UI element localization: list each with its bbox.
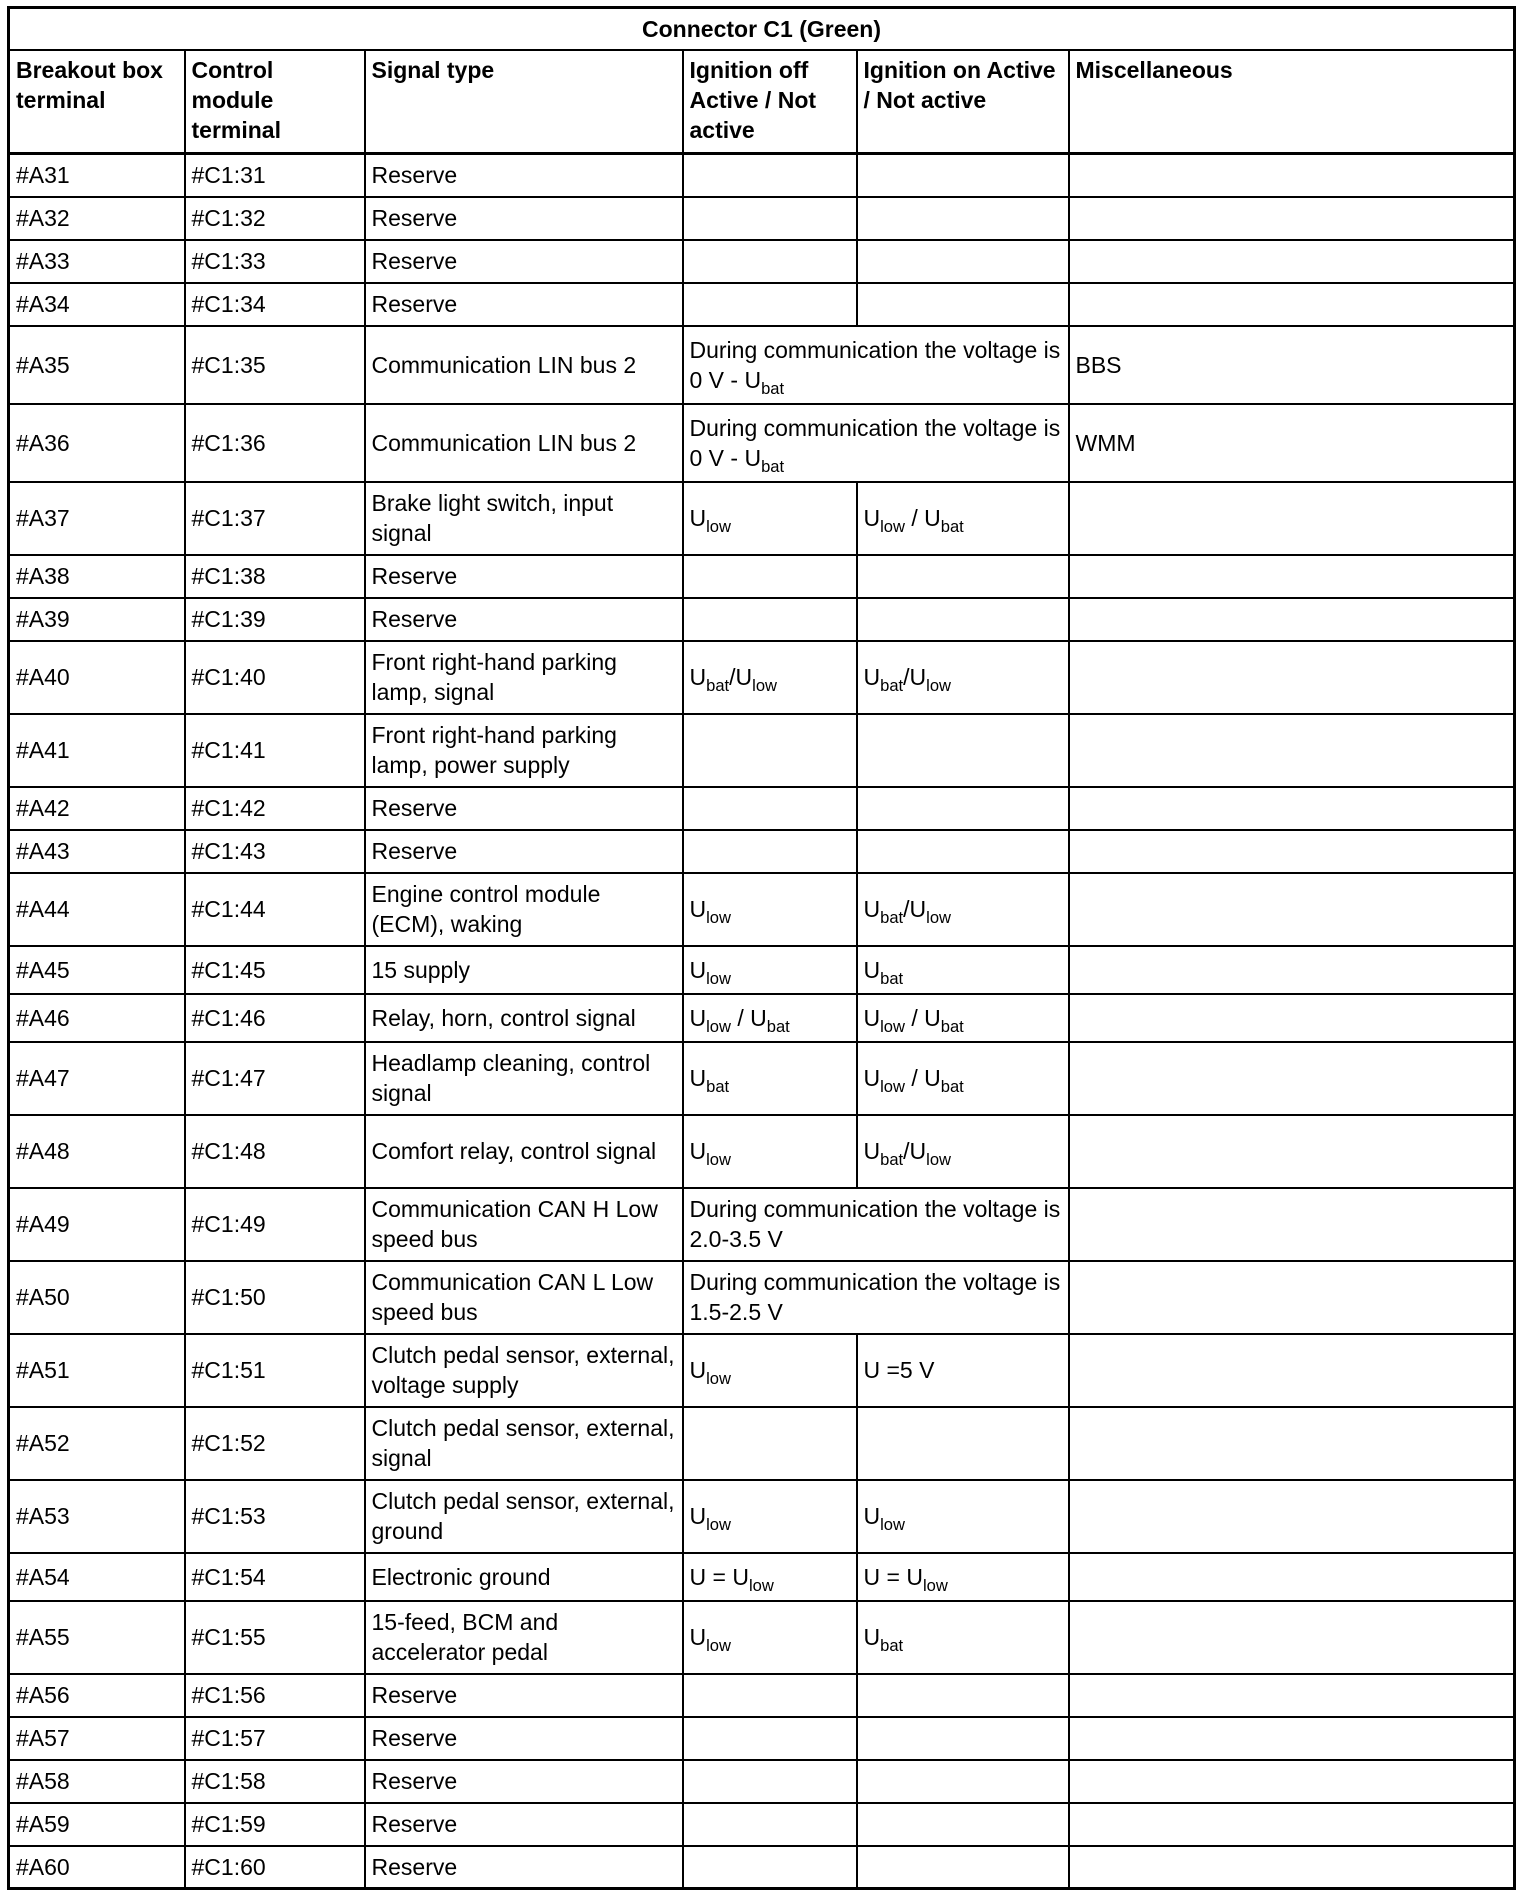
ignition-on-cell: $U_{low} / U_{bat}$ bbox=[857, 482, 1069, 555]
miscellaneous-cell bbox=[1069, 714, 1515, 787]
breakout-terminal-cell: #A47 bbox=[9, 1042, 185, 1115]
ignition-off-cell bbox=[683, 787, 857, 830]
module-terminal-cell: #C1:35 bbox=[185, 326, 365, 404]
ignition-off-cell bbox=[683, 1674, 857, 1717]
ignition-off-cell bbox=[683, 240, 857, 283]
miscellaneous-cell bbox=[1069, 1407, 1515, 1480]
module-terminal-cell: #C1:54 bbox=[185, 1553, 365, 1601]
ignition-on-cell: $U = U_{low}$ bbox=[857, 1553, 1069, 1601]
miscellaneous-cell bbox=[1069, 641, 1515, 714]
table-row bbox=[9, 994, 1515, 1042]
table-body bbox=[9, 154, 1515, 1889]
signal-type-cell: Reserve bbox=[365, 1717, 683, 1760]
module-terminal-cell: #C1:39 bbox=[185, 598, 365, 641]
miscellaneous-cell bbox=[1069, 283, 1515, 326]
signal-type-cell: Electronic ground bbox=[365, 1553, 683, 1601]
module-terminal-cell: #C1:43 bbox=[185, 830, 365, 873]
breakout-terminal-cell: #A37 bbox=[9, 482, 185, 555]
module-terminal-cell: #C1:34 bbox=[185, 283, 365, 326]
signal-type-cell: Reserve bbox=[365, 1803, 683, 1846]
miscellaneous-cell bbox=[1069, 1674, 1515, 1717]
breakout-terminal-cell: #A52 bbox=[9, 1407, 185, 1480]
ignition-off-cell bbox=[683, 1846, 857, 1889]
module-terminal-cell: #C1:47 bbox=[185, 1042, 365, 1115]
ignition-off-cell bbox=[683, 830, 857, 873]
signal-type-cell: Communication CAN H Low speed bus bbox=[365, 1188, 683, 1261]
ignition-merged-cell: During communication the voltage is 0 V - $U_{bat}$ bbox=[683, 404, 1069, 482]
miscellaneous-cell bbox=[1069, 946, 1515, 994]
module-terminal-cell: #C1:36 bbox=[185, 404, 365, 482]
breakout-terminal-cell: #A48 bbox=[9, 1115, 185, 1188]
module-terminal-cell: #C1:58 bbox=[185, 1760, 365, 1803]
breakout-terminal-cell: #A60 bbox=[9, 1846, 185, 1889]
miscellaneous-cell: BBS bbox=[1069, 326, 1515, 404]
miscellaneous-cell bbox=[1069, 1601, 1515, 1674]
ignition-on-cell bbox=[857, 154, 1069, 197]
breakout-terminal-cell: #A36 bbox=[9, 404, 185, 482]
miscellaneous-cell bbox=[1069, 1846, 1515, 1889]
breakout-terminal-cell: #A44 bbox=[9, 873, 185, 946]
signal-type-cell: Clutch pedal sensor, external, ground bbox=[365, 1480, 683, 1553]
signal-type-cell: Brake light switch, input signal bbox=[365, 482, 683, 555]
miscellaneous-cell bbox=[1069, 1717, 1515, 1760]
breakout-terminal-cell: #A32 bbox=[9, 197, 185, 240]
module-terminal-cell: #C1:49 bbox=[185, 1188, 365, 1261]
breakout-terminal-cell: #A57 bbox=[9, 1717, 185, 1760]
breakout-terminal-cell: #A34 bbox=[9, 283, 185, 326]
ignition-merged-cell: During communication the voltage is 2.0-3.5 V bbox=[683, 1188, 1069, 1261]
header-breakout-box-terminal: Breakout box terminal bbox=[9, 50, 185, 154]
ignition-on-cell: $U_{bat}$ bbox=[857, 946, 1069, 994]
module-terminal-cell: #C1:48 bbox=[185, 1115, 365, 1188]
table-row bbox=[9, 555, 1515, 598]
table-row bbox=[9, 787, 1515, 830]
ignition-on-cell bbox=[857, 598, 1069, 641]
signal-type-cell: Reserve bbox=[365, 787, 683, 830]
signal-type-cell: Reserve bbox=[365, 555, 683, 598]
breakout-terminal-cell: #A54 bbox=[9, 1553, 185, 1601]
miscellaneous-cell bbox=[1069, 1553, 1515, 1601]
table-row bbox=[9, 482, 1515, 555]
table-row bbox=[9, 1407, 1515, 1480]
table-row bbox=[9, 197, 1515, 240]
table-row bbox=[9, 1674, 1515, 1717]
ignition-off-cell: $U_{low}$ bbox=[683, 1115, 857, 1188]
ignition-off-cell: $U_{low}$ bbox=[683, 482, 857, 555]
ignition-off-cell bbox=[683, 1803, 857, 1846]
header-ignition-on: Ignition on Active / Not active bbox=[857, 50, 1069, 154]
module-terminal-cell: #C1:57 bbox=[185, 1717, 365, 1760]
ignition-off-cell: $U_{low}$ bbox=[683, 1601, 857, 1674]
signal-type-cell: 15-feed, BCM and accelerator pedal bbox=[365, 1601, 683, 1674]
signal-type-cell: Front right-hand parking lamp, signal bbox=[365, 641, 683, 714]
ignition-on-cell: $U_{bat}/U_{low}$ bbox=[857, 641, 1069, 714]
header-ignition-off: Ignition off Active / Not active bbox=[683, 50, 857, 154]
table-row bbox=[9, 1188, 1515, 1261]
ignition-off-cell: $U_{low}$ bbox=[683, 1334, 857, 1407]
breakout-terminal-cell: #A40 bbox=[9, 641, 185, 714]
breakout-terminal-cell: #A31 bbox=[9, 154, 185, 197]
miscellaneous-cell bbox=[1069, 994, 1515, 1042]
table-row bbox=[9, 641, 1515, 714]
ignition-on-cell: $U_{low} / U_{bat}$ bbox=[857, 994, 1069, 1042]
table-row bbox=[9, 404, 1515, 482]
breakout-terminal-cell: #A42 bbox=[9, 787, 185, 830]
signal-type-cell: Front right-hand parking lamp, power supply bbox=[365, 714, 683, 787]
table-row bbox=[9, 1601, 1515, 1674]
signal-type-cell: Communication LIN bus 2 bbox=[365, 326, 683, 404]
breakout-terminal-cell: #A41 bbox=[9, 714, 185, 787]
miscellaneous-cell bbox=[1069, 1334, 1515, 1407]
ignition-on-cell bbox=[857, 1717, 1069, 1760]
ignition-on-cell bbox=[857, 1760, 1069, 1803]
ignition-off-cell bbox=[683, 197, 857, 240]
breakout-terminal-cell: #A33 bbox=[9, 240, 185, 283]
signal-type-cell: Reserve bbox=[365, 197, 683, 240]
miscellaneous-cell bbox=[1069, 787, 1515, 830]
miscellaneous-cell: WMM bbox=[1069, 404, 1515, 482]
breakout-terminal-cell: #A58 bbox=[9, 1760, 185, 1803]
ignition-on-cell bbox=[857, 1407, 1069, 1480]
ignition-on-cell: $U_{low} / U_{bat}$ bbox=[857, 1042, 1069, 1115]
ignition-off-cell bbox=[683, 283, 857, 326]
table-row bbox=[9, 1846, 1515, 1889]
module-terminal-cell: #C1:51 bbox=[185, 1334, 365, 1407]
module-terminal-cell: #C1:37 bbox=[185, 482, 365, 555]
miscellaneous-cell bbox=[1069, 1042, 1515, 1115]
ignition-on-cell: $U_{bat}$ bbox=[857, 1601, 1069, 1674]
miscellaneous-cell bbox=[1069, 240, 1515, 283]
table-row bbox=[9, 946, 1515, 994]
ignition-off-cell bbox=[683, 1717, 857, 1760]
miscellaneous-cell bbox=[1069, 482, 1515, 555]
table-row bbox=[9, 326, 1515, 404]
header-control-module-terminal: Control module terminal bbox=[185, 50, 365, 154]
ignition-off-cell bbox=[683, 154, 857, 197]
miscellaneous-cell bbox=[1069, 873, 1515, 946]
signal-type-cell: Reserve bbox=[365, 830, 683, 873]
breakout-terminal-cell: #A59 bbox=[9, 1803, 185, 1846]
ignition-off-cell bbox=[683, 714, 857, 787]
module-terminal-cell: #C1:33 bbox=[185, 240, 365, 283]
signal-type-cell: 15 supply bbox=[365, 946, 683, 994]
signal-type-cell: Relay, horn, control signal bbox=[365, 994, 683, 1042]
signal-type-cell: Reserve bbox=[365, 283, 683, 326]
ignition-off-cell: $U = U_{low}$ bbox=[683, 1553, 857, 1601]
miscellaneous-cell bbox=[1069, 1480, 1515, 1553]
miscellaneous-cell bbox=[1069, 830, 1515, 873]
table-row bbox=[9, 1760, 1515, 1803]
ignition-off-cell: $U_{low}$ bbox=[683, 946, 857, 994]
signal-type-cell: Reserve bbox=[365, 240, 683, 283]
miscellaneous-cell bbox=[1069, 1803, 1515, 1846]
breakout-terminal-cell: #A50 bbox=[9, 1261, 185, 1334]
ignition-on-cell bbox=[857, 283, 1069, 326]
ignition-on-cell bbox=[857, 1674, 1069, 1717]
module-terminal-cell: #C1:42 bbox=[185, 787, 365, 830]
module-terminal-cell: #C1:41 bbox=[185, 714, 365, 787]
module-terminal-cell: #C1:55 bbox=[185, 1601, 365, 1674]
breakout-terminal-cell: #A56 bbox=[9, 1674, 185, 1717]
ignition-off-cell bbox=[683, 598, 857, 641]
table-row bbox=[9, 240, 1515, 283]
breakout-terminal-cell: #A49 bbox=[9, 1188, 185, 1261]
signal-type-cell: Reserve bbox=[365, 154, 683, 197]
miscellaneous-cell bbox=[1069, 197, 1515, 240]
signal-type-cell: Engine control module (ECM), waking bbox=[365, 873, 683, 946]
breakout-terminal-cell: #A46 bbox=[9, 994, 185, 1042]
signal-type-cell: Communication CAN L Low speed bus bbox=[365, 1261, 683, 1334]
module-terminal-cell: #C1:31 bbox=[185, 154, 365, 197]
ignition-merged-cell: During communication the voltage is 1.5-2.5 V bbox=[683, 1261, 1069, 1334]
breakout-terminal-cell: #A35 bbox=[9, 326, 185, 404]
ignition-on-cell bbox=[857, 1803, 1069, 1846]
table-row bbox=[9, 283, 1515, 326]
table-row bbox=[9, 1261, 1515, 1334]
module-terminal-cell: #C1:46 bbox=[185, 994, 365, 1042]
module-terminal-cell: #C1:56 bbox=[185, 1674, 365, 1717]
ignition-on-cell bbox=[857, 197, 1069, 240]
module-terminal-cell: #C1:38 bbox=[185, 555, 365, 598]
module-terminal-cell: #C1:59 bbox=[185, 1803, 365, 1846]
miscellaneous-cell bbox=[1069, 154, 1515, 197]
connector-table bbox=[7, 6, 1516, 1890]
breakout-terminal-cell: #A53 bbox=[9, 1480, 185, 1553]
ignition-on-cell bbox=[857, 830, 1069, 873]
ignition-off-cell bbox=[683, 1760, 857, 1803]
ignition-off-cell bbox=[683, 555, 857, 598]
breakout-terminal-cell: #A43 bbox=[9, 830, 185, 873]
signal-type-cell: Clutch pedal sensor, external, signal bbox=[365, 1407, 683, 1480]
ignition-on-cell: $U_{bat}/U_{low}$ bbox=[857, 873, 1069, 946]
ignition-on-cell bbox=[857, 240, 1069, 283]
table-row bbox=[9, 1115, 1515, 1188]
signal-type-cell: Reserve bbox=[365, 1760, 683, 1803]
module-terminal-cell: #C1:53 bbox=[185, 1480, 365, 1553]
signal-type-cell: Headlamp cleaning, control signal bbox=[365, 1042, 683, 1115]
signal-type-cell: Clutch pedal sensor, external, voltage supply bbox=[365, 1334, 683, 1407]
breakout-terminal-cell: #A51 bbox=[9, 1334, 185, 1407]
table-row bbox=[9, 714, 1515, 787]
ignition-off-cell: $U_{low}$ bbox=[683, 1480, 857, 1553]
ignition-on-cell bbox=[857, 787, 1069, 830]
table-row bbox=[9, 1480, 1515, 1553]
ignition-merged-cell: During communication the voltage is 0 V - $U_{bat}$ bbox=[683, 326, 1069, 404]
module-terminal-cell: #C1:50 bbox=[185, 1261, 365, 1334]
table-row bbox=[9, 1334, 1515, 1407]
module-terminal-cell: #C1:45 bbox=[185, 946, 365, 994]
miscellaneous-cell bbox=[1069, 1261, 1515, 1334]
module-terminal-cell: #C1:60 bbox=[185, 1846, 365, 1889]
table-row bbox=[9, 1553, 1515, 1601]
miscellaneous-cell bbox=[1069, 1760, 1515, 1803]
ignition-off-cell: $U_{bat}$ bbox=[683, 1042, 857, 1115]
ignition-off-cell: $U_{bat}/U_{low}$ bbox=[683, 641, 857, 714]
ignition-off-cell: $U_{low}$ bbox=[683, 873, 857, 946]
module-terminal-cell: #C1:32 bbox=[185, 197, 365, 240]
miscellaneous-cell bbox=[1069, 1115, 1515, 1188]
ignition-on-cell: $U_{low}$ bbox=[857, 1480, 1069, 1553]
header-signal-type: Signal type bbox=[365, 50, 683, 154]
signal-type-cell: Reserve bbox=[365, 1674, 683, 1717]
table-row bbox=[9, 830, 1515, 873]
ignition-off-cell bbox=[683, 1407, 857, 1480]
table-row bbox=[9, 1042, 1515, 1115]
ignition-on-cell: U =5 V bbox=[857, 1334, 1069, 1407]
ignition-on-cell: $U_{bat}/U_{low}$ bbox=[857, 1115, 1069, 1188]
ignition-on-cell bbox=[857, 714, 1069, 787]
miscellaneous-cell bbox=[1069, 555, 1515, 598]
table-row bbox=[9, 598, 1515, 641]
table-row bbox=[9, 873, 1515, 946]
signal-type-cell: Communication LIN bus 2 bbox=[365, 404, 683, 482]
table-title: Connector C1 (Green) bbox=[9, 8, 1515, 50]
miscellaneous-cell bbox=[1069, 1188, 1515, 1261]
miscellaneous-cell bbox=[1069, 598, 1515, 641]
signal-type-cell: Comfort relay, control signal bbox=[365, 1115, 683, 1188]
module-terminal-cell: #C1:44 bbox=[185, 873, 365, 946]
ignition-on-cell bbox=[857, 1846, 1069, 1889]
ignition-on-cell bbox=[857, 555, 1069, 598]
module-terminal-cell: #C1:40 bbox=[185, 641, 365, 714]
breakout-terminal-cell: #A45 bbox=[9, 946, 185, 994]
breakout-terminal-cell: #A38 bbox=[9, 555, 185, 598]
table-row bbox=[9, 154, 1515, 197]
signal-type-cell: Reserve bbox=[365, 598, 683, 641]
module-terminal-cell: #C1:52 bbox=[185, 1407, 365, 1480]
breakout-terminal-cell: #A39 bbox=[9, 598, 185, 641]
ignition-off-cell: $U_{low} / U_{bat}$ bbox=[683, 994, 857, 1042]
header-miscellaneous: Miscellaneous bbox=[1069, 50, 1515, 154]
table-row bbox=[9, 1717, 1515, 1760]
signal-type-cell: Reserve bbox=[365, 1846, 683, 1889]
table-row bbox=[9, 1803, 1515, 1846]
breakout-terminal-cell: #A55 bbox=[9, 1601, 185, 1674]
